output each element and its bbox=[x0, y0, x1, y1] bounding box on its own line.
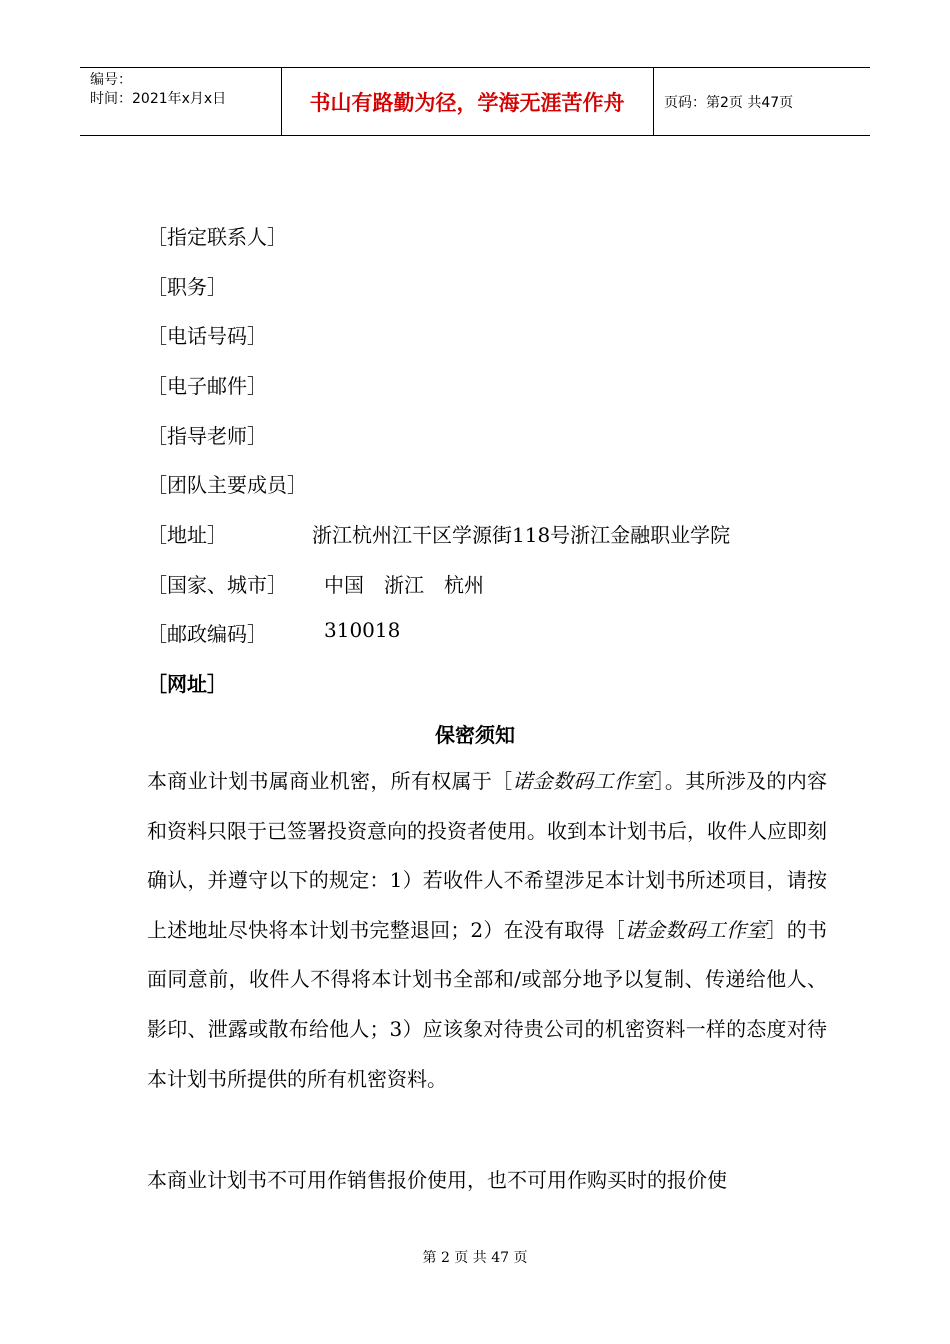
para1-part2: ］。其所涉及的内容和资料只限于已签署投资意向的投资者使用。收到本计划书后，收件人应即刻确认，并遵守以下的规定：1）若收件人不希望涉足本计划书所述项目，请按上述地址尽快将本计划书完整退回；2）在没有取得［ bbox=[147, 769, 828, 942]
section-title: 保密须知 bbox=[435, 723, 515, 747]
field-label-address: ［地址］ bbox=[147, 523, 227, 547]
header-page-info: 页码：第2页 共47页 bbox=[664, 94, 794, 111]
field-value-address: 浙江杭州江干区学源街118号浙江金融职业学院 bbox=[312, 523, 731, 547]
field-label-postcode: ［邮政编码］ bbox=[147, 622, 267, 646]
header-time: 时间：2021年x月x日 bbox=[90, 91, 227, 107]
usage-paragraph: 本商业计划书不可用作销售报价使用，也不可用作购买时的报价使 bbox=[147, 1168, 727, 1192]
header-motto: 书山有路勤为径，学海无涯苦作舟 bbox=[309, 90, 625, 115]
field-label-position: ［职务］ bbox=[147, 275, 227, 299]
field-label-website: ［网址］ bbox=[147, 672, 227, 696]
company-name: 诺金数码工作室 bbox=[512, 769, 655, 793]
field-label-email: ［电子邮件］ bbox=[147, 374, 267, 398]
field-label-team: ［团队主要成员］ bbox=[147, 473, 307, 497]
field-label-contact: ［指定联系人］ bbox=[147, 225, 287, 249]
company-name: 诺金数码工作室 bbox=[624, 917, 767, 942]
page-footer: 第 2 页 共 47 页 bbox=[422, 1250, 528, 1266]
field-label-phone: ［电话号码］ bbox=[147, 324, 267, 348]
confidentiality-paragraph bbox=[147, 757, 827, 1104]
para1-part1: 本商业计划书属商业机密，所有权属于［ bbox=[147, 769, 513, 793]
field-label-advisor: ［指导老师］ bbox=[147, 424, 267, 448]
para1-part3: ］的书面同意前，收件人不得将本计划书全部和/或部分地予以复制、传递给他人、影印、泄露或散布给他人；3）应该象对待贵公司的机密资料一样的态度对待本计划书所提供的所有机密资料。 bbox=[147, 917, 828, 1091]
header-number: 编号： bbox=[90, 72, 132, 88]
header-divider-right bbox=[653, 67, 654, 136]
header-meta bbox=[90, 71, 226, 109]
field-value-postcode: 310018 bbox=[324, 618, 401, 642]
field-value-country-city: 中国 浙江 杭州 bbox=[324, 573, 484, 597]
field-label-country-city: ［国家、城市］ bbox=[147, 573, 287, 597]
